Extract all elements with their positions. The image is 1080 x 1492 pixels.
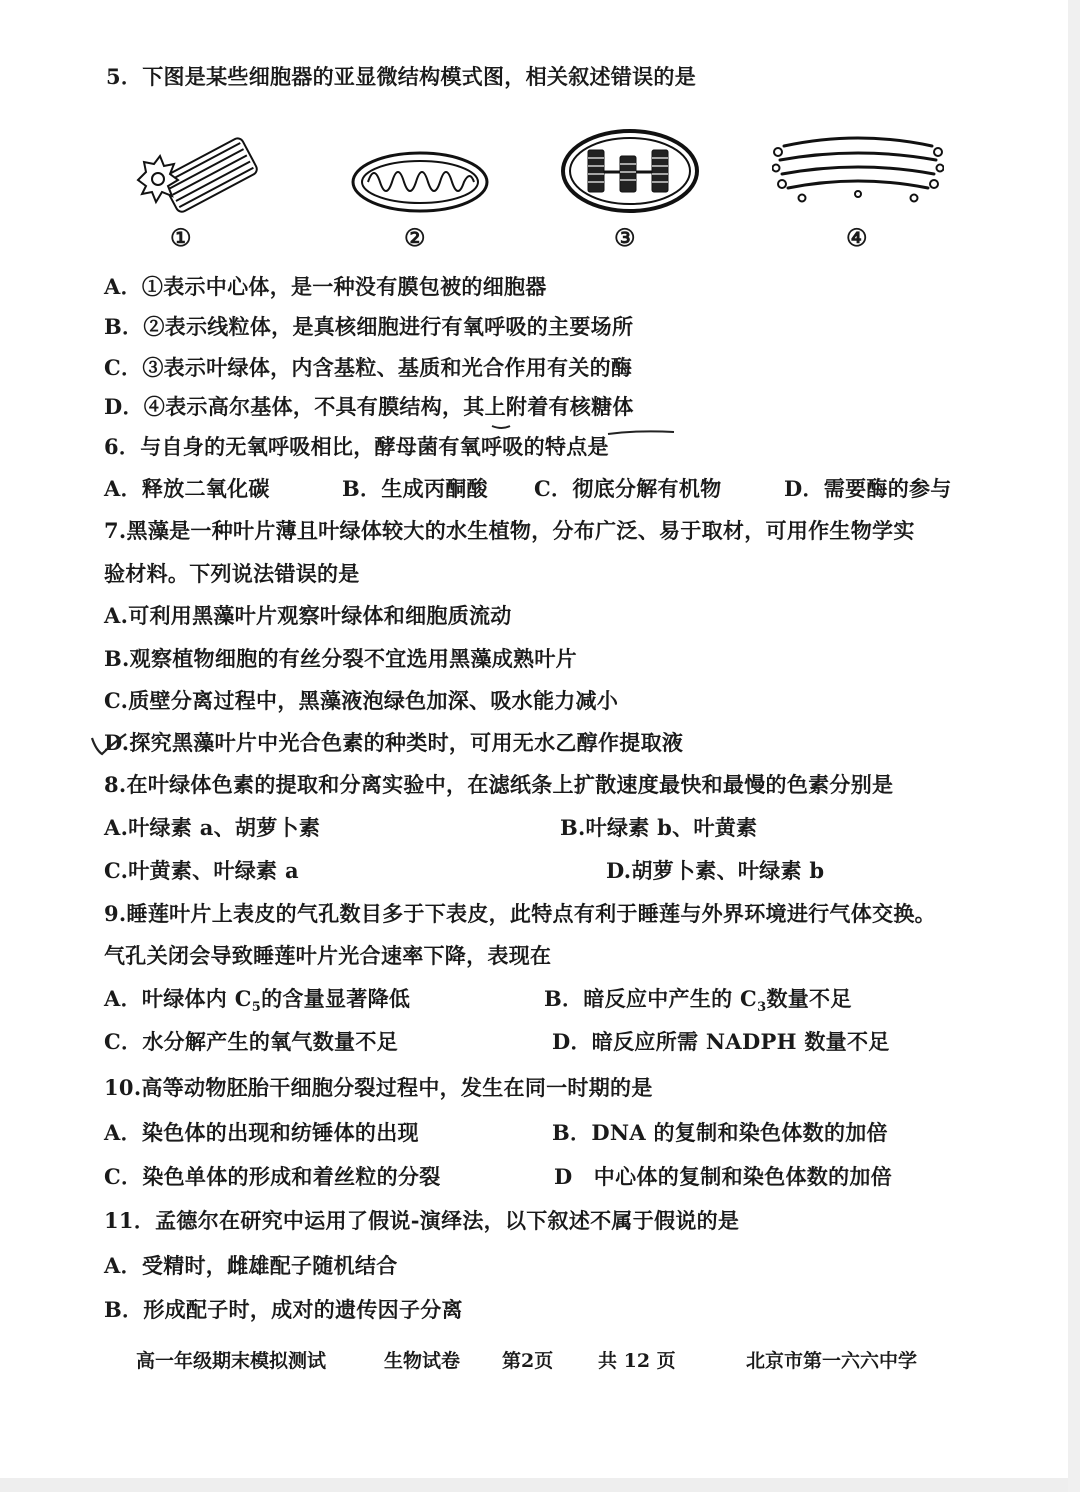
figure-label-2: ②	[404, 223, 426, 252]
q7-option-c: C.质壁分离过程中，黑藻液泡绿色加深、吸水能力减小	[104, 688, 619, 713]
figure-label-4: ④	[846, 223, 868, 252]
q10-option-d: D 中心体的复制和染色体数的加倍	[554, 1164, 893, 1189]
q8-option-c: C.叶黄素、叶绿素 a	[104, 858, 299, 883]
q5-option-a: A．①表示中心体，是一种没有膜包被的细胞器	[104, 274, 547, 299]
q10-option-b: B．DNA 的复制和染色体数的加倍	[552, 1120, 888, 1145]
q11-option-a: A．受精时，雌雄配子随机结合	[104, 1253, 398, 1278]
handwritten-check-mark	[90, 730, 130, 760]
centriole-figure	[118, 128, 258, 218]
golgi-figure	[772, 132, 944, 204]
chloroplast-figure	[560, 128, 700, 214]
figure-label-1: ①	[170, 223, 192, 252]
q11-stem: 11．孟德尔在研究中运用了假说-演绎法，以下叙述不属于假说的是	[104, 1208, 740, 1233]
q7-option-d: D.探究黑藻叶片中光合色素的种类时，可用无水乙醇作提取液	[104, 730, 684, 755]
q9-option-a-text-end: 的含量显著降低	[261, 986, 411, 1011]
q7-stem-line1: 7.黑藻是一种叶片薄且叶绿体较大的水生植物，分布广泛、易于取材，可用作生物学实	[104, 518, 915, 543]
q7-stem-line2: 验材料。下列说法错误的是	[104, 561, 360, 586]
q10-option-c: C．染色单体的形成和着丝粒的分裂	[104, 1164, 441, 1189]
q6-option-b: B．生成丙酮酸	[342, 476, 488, 501]
q9-option-a	[104, 986, 410, 1021]
footer-subject: 生物试卷	[384, 1350, 461, 1372]
q9-stem-line1: 9.睡莲叶片上表皮的气孔数目多于下表皮，此特点有利于睡莲与外界环境进行气体交换。	[104, 901, 936, 926]
q7-option-a: A.可利用黑藻叶片观察叶绿体和细胞质流动	[104, 603, 512, 628]
q9-option-b-text: B．暗反应中产生的 C	[544, 986, 758, 1011]
mitochondrion-figure	[350, 150, 490, 214]
q9-option-d: D．暗反应所需 NADPH 数量不足	[552, 1029, 890, 1054]
q9-stem-line2: 气孔关闭会导致睡莲叶片光合速率下降，表现在	[104, 943, 552, 968]
q5-stem: 5．下图是某些细胞器的亚显微结构模式图，相关叙述错误的是	[106, 64, 697, 89]
q8-option-b: B.叶绿素 b、叶黄素	[560, 815, 758, 840]
q9-option-b-text-end: 数量不足	[766, 986, 852, 1011]
q6-option-d: D．需要酶的参与	[784, 476, 952, 501]
q8-option-d: D.胡萝卜素、叶绿素 b	[606, 858, 825, 883]
q10-option-a: A．染色体的出现和纺锤体的出现	[104, 1120, 419, 1145]
q6-option-c: C．彻底分解有机物	[534, 476, 722, 501]
q6-option-a: A．释放二氧化碳	[104, 476, 270, 501]
q5-option-b: B．②表示线粒体，是真核细胞进行有氧呼吸的主要场所	[104, 314, 634, 339]
q9-option-b	[544, 986, 852, 1021]
q9-option-c: C．水分解产生的氧气数量不足	[104, 1029, 398, 1054]
figure-label-3: ③	[614, 223, 636, 252]
q11-option-b: B．形成配子时，成对的遗传因子分离	[104, 1297, 463, 1322]
q7-option-b: B.观察植物细胞的有丝分裂不宜选用黑藻成熟叶片	[104, 646, 577, 671]
q9-option-a-subscript: 5	[251, 1000, 262, 1016]
footer-school: 北京市第一六六中学	[746, 1350, 918, 1372]
q9-option-b-subscript: 3	[757, 1000, 767, 1016]
footer-total-pages: 共 12 页	[598, 1350, 676, 1372]
q8-stem: 8.在叶绿体色素的提取和分离实验中，在滤纸条上扩散速度最快和最慢的色素分别是	[104, 772, 894, 797]
footer-exam-name: 高一年级期末模拟测试	[136, 1350, 327, 1372]
scan-bottom-edge	[0, 1478, 1080, 1492]
q6-stem: 6．与自身的无氧呼吸相比，酵母菌有氧呼吸的特点是	[104, 434, 609, 459]
footer-page-number: 第2页	[502, 1350, 554, 1372]
q5-option-c: C．③表示叶绿体，内含基粒、基质和光合作用有关的酶	[104, 355, 633, 380]
q8-option-a: A.叶绿素 a、胡萝卜素	[104, 815, 321, 840]
q9-option-a-text: A．叶绿体内 C	[104, 986, 252, 1011]
q10-stem: 10.高等动物胚胎干细胞分裂过程中，发生在同一时期的是	[104, 1075, 653, 1100]
q5-option-d: D．④表示高尔基体，不具有膜结构，其上附着有核糖体	[104, 394, 634, 419]
scan-right-edge	[1068, 0, 1080, 1492]
